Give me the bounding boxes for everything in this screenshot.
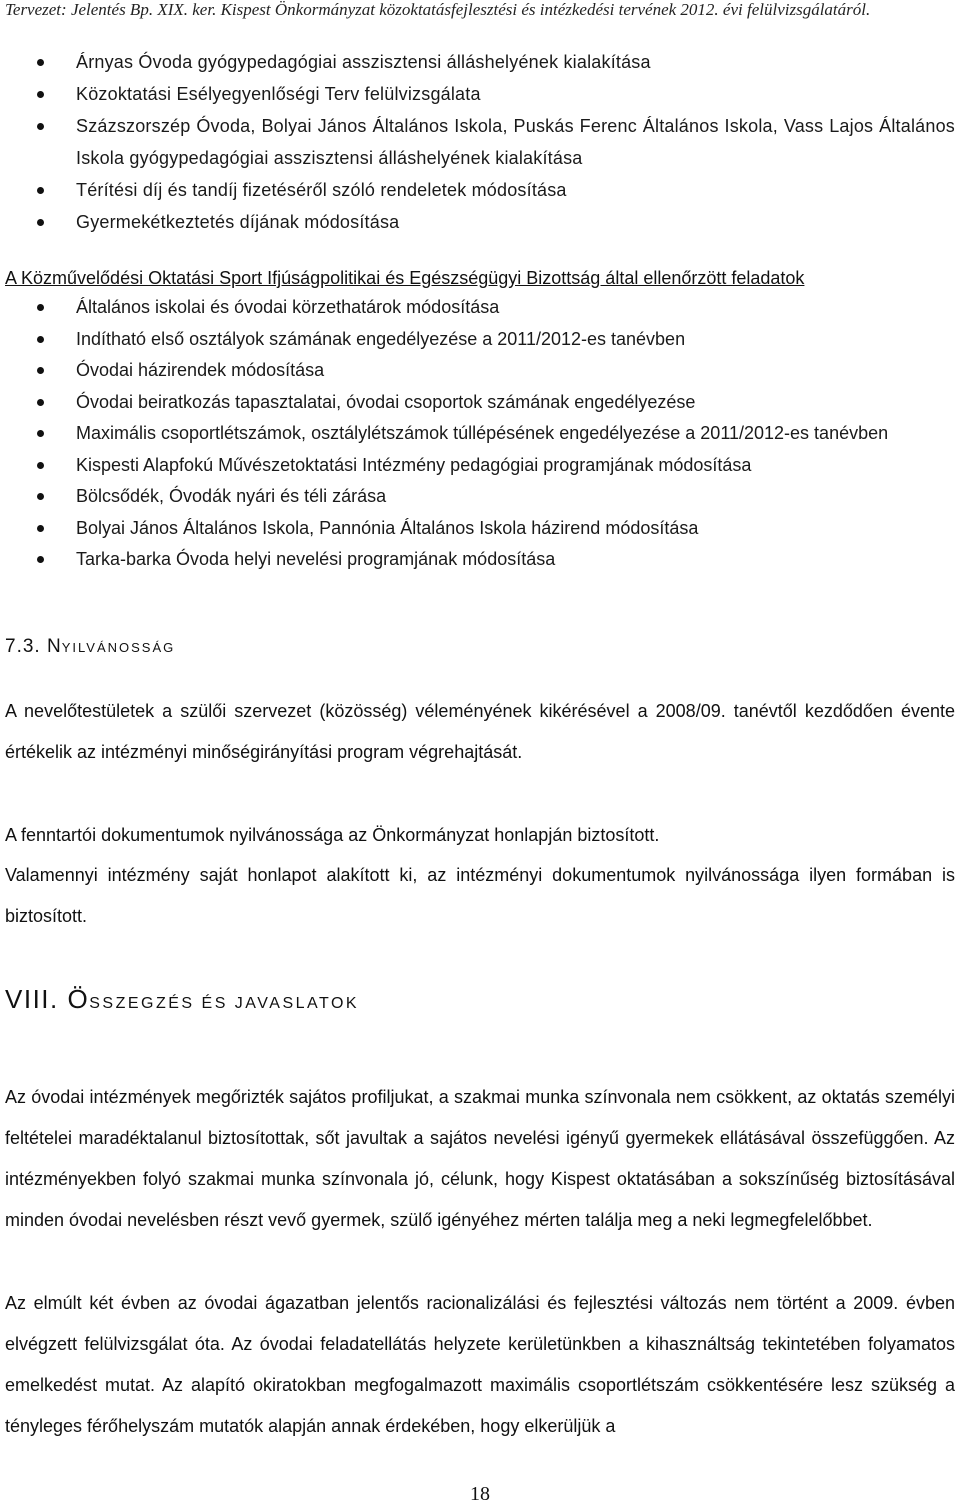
section-title-rest: SSZEGZÉS ÉS JAVASLATOK — [89, 995, 360, 1012]
list-item: Indítható első osztályok számának engedélyezése a 2011/2012-es tanévben — [0, 324, 960, 356]
list-item: Bolyai János Általános Iskola, Pannónia Általános Iskola házirend módosítása — [0, 513, 960, 545]
task-list-1 — [0, 46, 960, 238]
list-item: Bölcsődék, Óvodák nyári és téli zárása — [0, 481, 960, 513]
section-number: VIII. — [5, 984, 59, 1014]
section-title-initial: N — [46, 636, 62, 657]
task-list-2 — [0, 292, 960, 576]
section-title-initial: Ö — [67, 984, 90, 1014]
list-item: Kispesti Alapfokú Művészetoktatási Intézmény pedagógiai programjának módosítása — [0, 450, 960, 482]
list-item: Árnyas Óvoda gyógypedagógiai asszisztensi álláshelyének kialakítása — [0, 46, 960, 78]
section-heading-8 — [5, 984, 359, 1015]
list-item: Általános iskolai és óvodai körzethatárok módosítása — [0, 292, 960, 324]
paragraph: Az óvodai intézmények megőrizték sajátos profiljukat, a szakmai munka színvonala nem csökkent, az oktatás személyi feltételei maradéktalanul biztosítottak, sőt javultak a sajátos nevelési igényű gyermekek ellátásával összefüggően. Az intézményekben folyó szakmai munka színvonala jó, célunk, hogy Kispest oktatásában a sokszínűség biztosításával minden óvodai nevelésben részt vevő gyermek, szülő igényéhez mérten találja meg a neki legmegfelelőbbet. — [5, 1087, 955, 1230]
list-item: Maximális csoportlétszámok, osztálylétszámok túllépésének engedélyezése a 2011/2012-es tanévben — [0, 418, 960, 450]
page-number: 18 — [470, 1483, 490, 1505]
paragraph: A fenntartói dokumentumok nyilvánossága az Önkormányzat honlapján biztosított. — [5, 825, 660, 845]
section-number: 7.3. — [5, 636, 41, 657]
section-title-rest: YILVÁNOSSÁG — [61, 640, 176, 655]
section-heading-7-3 — [5, 636, 175, 658]
running-header: Tervezet: Jelentés Bp. XIX. ker. Kispest Önkormányzat közoktatásfejlesztési és intézkedési tervének 2012. évi felülvizsgálatáról. — [5, 0, 871, 19]
committee-heading: A Közművelődési Oktatási Sport Ifjúságpolitikai és Egészségügyi Bizottság által ellenőrzött feladatok — [5, 268, 805, 288]
paragraph: Az elmúlt két évben az óvodai ágazatban jelentős racionalizálási és fejlesztési változás nem történt a 2009. évben elvégzett felülvizsgálat óta. Az óvodai feladatellátás helyzete kerületünkben a kihasználtság tekintetében folyamatos emelkedést mutat. Az alapító okiratokban megfogalmazott maximális csoportlétszám csökkentésére lesz szükség a tényleges férőhelyszám mutatók alapján annak érdekében, hogy elkerüljük a — [5, 1293, 955, 1436]
list-item: Óvodai házirendek módosítása — [0, 355, 960, 387]
list-item: Óvodai beiratkozás tapasztalatai, óvodai csoportok számának engedélyezése — [0, 387, 960, 419]
list-item: Térítési díj és tandíj fizetéséről szóló rendeletek módosítása — [0, 174, 960, 206]
list-item: Tarka-barka Óvoda helyi nevelési programjának módosítása — [0, 544, 960, 576]
paragraph: A nevelőtestületek a szülői szervezet (közösség) véleményének kikérésével a 2008/09. tanévtől kezdődően évente értékelik az intézményi minőségirányítási program végrehajtását. — [5, 701, 955, 762]
paragraph: Valamennyi intézmény saját honlapot alakított ki, az intézményi dokumentumok nyilvánossága ilyen formában is biztosított. — [5, 865, 955, 926]
list-item: Közoktatási Esélyegyenlőségi Terv felülvizsgálata — [0, 78, 960, 110]
list-item: Gyermekétkeztetés díjának módosítása — [0, 206, 960, 238]
list-item: Százszorszép Óvoda, Bolyai János Általános Iskola, Puskás Ferenc Általános Iskola, Vass Lajos Általános Iskola gyógypedagógiai asszisztensi álláshelyének kialakítása — [0, 110, 960, 174]
